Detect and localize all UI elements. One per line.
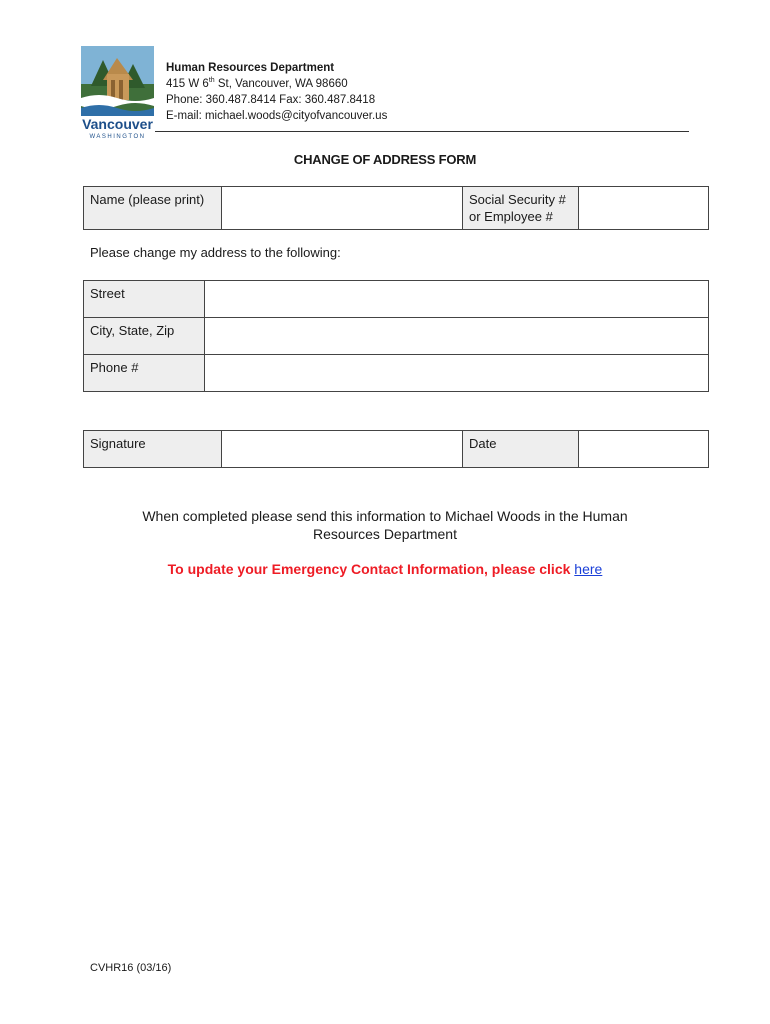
signature-field[interactable] (222, 431, 463, 468)
name-ssn-table (83, 186, 709, 230)
date-label: Date (463, 431, 579, 468)
street-field[interactable] (205, 281, 709, 318)
ssn-label: Social Security # or Employee # (463, 187, 579, 230)
ssn-field[interactable] (579, 187, 709, 230)
city-state-zip-field[interactable] (205, 318, 709, 355)
instruction-text: Please change my address to the following: (90, 245, 341, 260)
header-rule (155, 131, 689, 132)
date-field[interactable] (579, 431, 709, 468)
letterhead (166, 60, 387, 124)
phone-fax-line: Phone: 360.487.8414 Fax: 360.487.8418 (166, 94, 376, 106)
address-table (83, 280, 709, 392)
signature-date-table (83, 430, 709, 468)
address-line: 415 W 6th St, Vancouver, WA 98660 (166, 77, 348, 90)
form-code: CVHR16 (03/16) (90, 962, 172, 974)
vancouver-logo (81, 46, 154, 140)
name-label: Name (please print) (84, 187, 222, 230)
phone-field[interactable] (205, 355, 709, 392)
send-instructions: When completed please send this information to Michael Woods in the Human Resources Department (142, 508, 628, 542)
department-name: Human Resources Department (166, 62, 335, 74)
phone-label: Phone # (84, 355, 205, 392)
email-line: E-mail: michael.woods@cityofvancouver.us (166, 110, 388, 122)
emergency-contact-note: To update your Emergency Contact Information, please click here (167, 561, 603, 577)
signature-label: Signature (84, 431, 222, 468)
emergency-contact-link[interactable]: here (574, 561, 603, 577)
name-field[interactable] (222, 187, 463, 230)
logo-subtext: WASHINGTON (89, 134, 146, 140)
street-label: Street (84, 281, 205, 318)
logo-wordmark: Vancouver (82, 116, 153, 132)
form-title: CHANGE OF ADDRESS FORM (293, 152, 477, 167)
city-state-zip-label: City, State, Zip (84, 318, 205, 355)
